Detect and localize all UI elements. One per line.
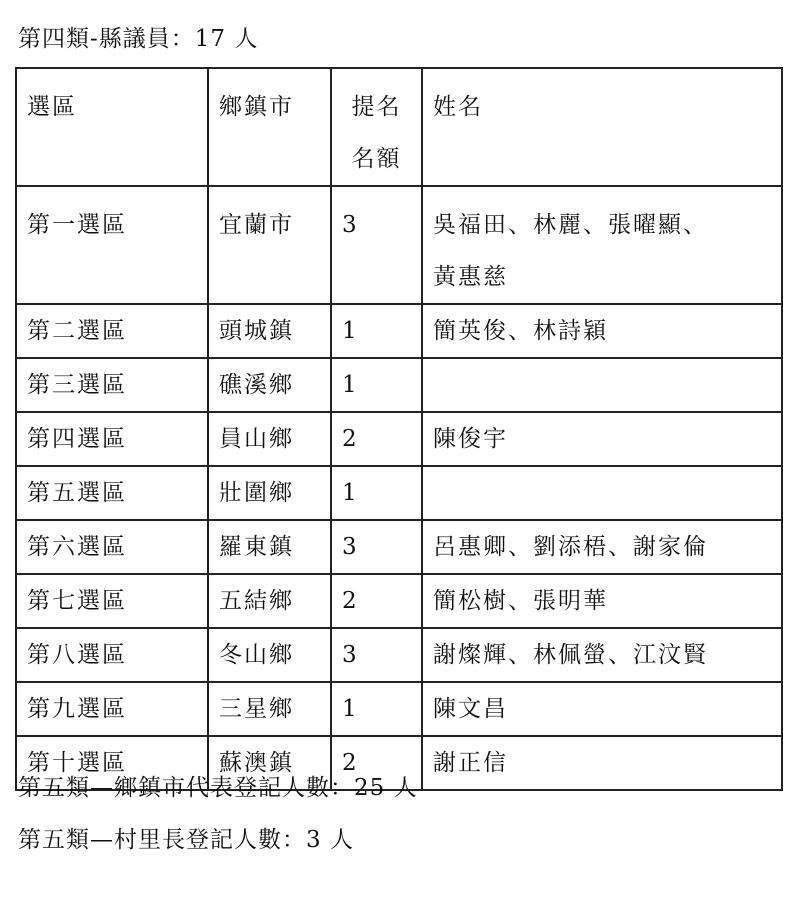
- names-line: 吳福田、林麗、張曜顯、: [433, 212, 708, 238]
- district-cell: 第三選區: [16, 358, 208, 412]
- district-cell: 第五選區: [16, 466, 208, 520]
- district-cell: 第十選區: [16, 736, 208, 790]
- district-cell: 第四選區: [16, 412, 208, 466]
- candidate-table: [15, 67, 783, 791]
- quota-cell: 2: [331, 574, 422, 628]
- names-cell: 簡松樹、張明華: [422, 574, 782, 628]
- table-row: [16, 304, 782, 358]
- table-row: [16, 466, 782, 520]
- district-cell: 第二選區: [16, 304, 208, 358]
- header-township: 鄉鎮市: [208, 68, 331, 186]
- district-cell: 第一選區: [16, 186, 208, 304]
- township-cell: 五結鄉: [208, 574, 331, 628]
- quota-cell: 3: [331, 186, 422, 304]
- council-heading: 第四類-縣議員：17 人: [18, 26, 259, 52]
- township-cell: 三星鄉: [208, 682, 331, 736]
- village-chief-heading: 第五類—村里長登記人數：3 人: [18, 827, 354, 853]
- district-cell: 第九選區: [16, 682, 208, 736]
- names-cell: [422, 186, 782, 304]
- district-cell: 第八選區: [16, 628, 208, 682]
- table-row: [16, 574, 782, 628]
- table-row: [16, 358, 782, 412]
- names-cell: [422, 466, 782, 520]
- header-quota: [331, 68, 422, 186]
- township-cell: 羅東鎮: [208, 520, 331, 574]
- names-cell: [422, 358, 782, 412]
- header-quota-line2: 名額: [351, 146, 402, 172]
- township-cell: 員山鄉: [208, 412, 331, 466]
- quota-cell: 3: [331, 628, 422, 682]
- quota-cell: 1: [331, 358, 422, 412]
- names-cell: 謝正信: [422, 736, 782, 790]
- township-cell: 宜蘭市: [208, 186, 331, 304]
- header-names: 姓名: [422, 68, 782, 186]
- table-header-row: [16, 68, 782, 186]
- names-cell: 謝燦輝、林佩螢、江汶賢: [422, 628, 782, 682]
- township-cell: 頭城鎮: [208, 304, 331, 358]
- township-rep-heading: 第五類—鄉鎮市代表登記人數：25 人: [18, 775, 418, 801]
- quota-cell: 2: [331, 736, 422, 790]
- quota-cell: 3: [331, 520, 422, 574]
- header-quota-line1: 提名: [351, 94, 402, 120]
- table-row: [16, 682, 782, 736]
- table-row: [16, 628, 782, 682]
- names-cell: 陳俊宇: [422, 412, 782, 466]
- names-cell: 呂惠卿、劉添梧、謝家倫: [422, 520, 782, 574]
- names-line: 黃惠慈: [433, 264, 508, 290]
- names-cell: 陳文昌: [422, 682, 782, 736]
- district-cell: 第六選區: [16, 520, 208, 574]
- district-cell: 第七選區: [16, 574, 208, 628]
- quota-cell: 2: [331, 412, 422, 466]
- quota-cell: 1: [331, 682, 422, 736]
- quota-cell: 1: [331, 304, 422, 358]
- township-cell: 蘇澳鎮: [208, 736, 331, 790]
- header-district: 選區: [16, 68, 208, 186]
- township-cell: 礁溪鄉: [208, 358, 331, 412]
- township-cell: 冬山鄉: [208, 628, 331, 682]
- township-cell: 壯圍鄉: [208, 466, 331, 520]
- names-cell: 簡英俊、林詩穎: [422, 304, 782, 358]
- table-row: [16, 186, 782, 304]
- table-row: [16, 412, 782, 466]
- table-row: [16, 520, 782, 574]
- quota-cell: 1: [331, 466, 422, 520]
